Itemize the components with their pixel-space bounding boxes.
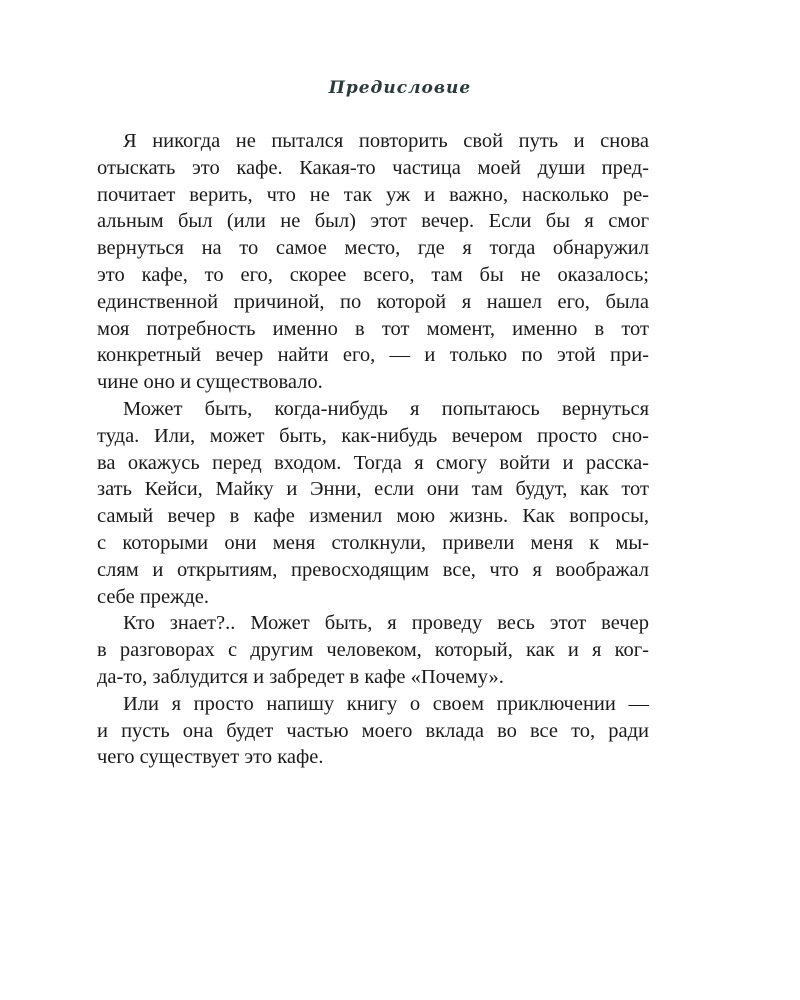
text-line: в разговорах с другим человеком, который, как и я ког-	[97, 639, 649, 662]
text-line: отыскать это кафе. Какая-то частица моей души пред-	[97, 156, 649, 179]
text-line: зать Кейси, Майку и Энни, если они там будут, как тот	[97, 478, 649, 501]
text-line: чине оно и существовало.	[97, 371, 323, 394]
text-line: Кто знает?.. Может быть, я проведу весь этот вечер	[123, 612, 649, 635]
text-line: ва окажусь перед входом. Тогда я смогу войти и расска-	[97, 451, 649, 474]
text-line: себе прежде.	[97, 585, 209, 608]
body-text	[97, 128, 649, 771]
text-line: это кафе, то его, скорее всего, там бы не оказалось;	[97, 263, 649, 286]
running-title: Предисловие	[328, 78, 472, 98]
text-line: единственной причиной, по которой я нашел его, была	[97, 290, 649, 313]
text-line: Может быть, когда-нибудь я попытаюсь вернуться	[123, 397, 649, 420]
text-line: с которыми они меня столкнули, привели меня к мы-	[97, 531, 649, 554]
text-line: туда. Или, может быть, как-нибудь вечером просто сно-	[97, 424, 649, 447]
paragraph-4	[97, 691, 649, 771]
text-line: вернуться на то самое место, где я тогда обнаружил	[97, 237, 649, 260]
text-line: конкретный вечер найти его, — и только по этой при-	[97, 344, 649, 367]
text-line: и пусть она будет частью моего вклада во все то, ради	[97, 719, 649, 742]
text-line: альным был (или не был) этот вечер. Если бы я смог	[97, 210, 649, 233]
text-line: Или я просто напишу книгу о своем приключении —	[123, 692, 649, 715]
text-line: да-то, заблудится и забредет в кафе «Почему».	[97, 665, 504, 688]
text-line: слям и открытиям, превосходящим все, что я воображал	[97, 558, 649, 581]
paragraph-3	[97, 610, 649, 690]
text-line: самый вечер в кафе изменил мою жизнь. Как вопросы,	[97, 505, 649, 528]
text-line: моя потребность именно в тот момент, именно в тот	[97, 317, 649, 340]
text-line: чего существует это кафе.	[97, 746, 324, 769]
paragraph-2	[97, 396, 649, 610]
text-line: почитает верить, что не так уж и важно, насколько ре-	[97, 183, 649, 206]
text-line: Я никогда не пытался повторить свой путь и снова	[123, 130, 649, 152]
paragraph-1	[97, 128, 649, 396]
